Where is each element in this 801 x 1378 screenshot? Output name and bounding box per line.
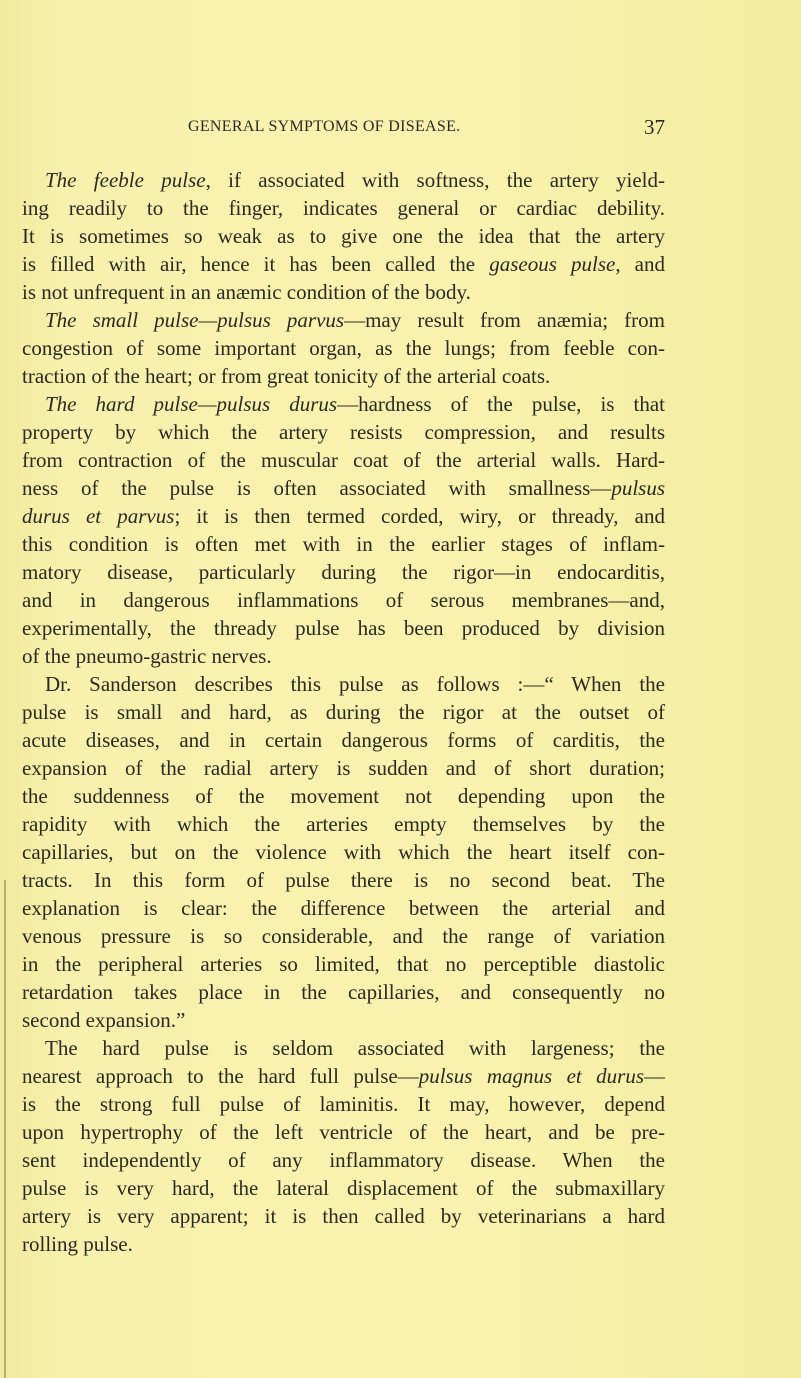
text-line bbox=[22, 166, 665, 194]
text-line bbox=[22, 1230, 665, 1258]
text-line bbox=[22, 866, 665, 894]
italic-text: durus et parvus bbox=[22, 504, 175, 528]
text-segment: is not unfrequent in an anæmic condition of the body. bbox=[22, 280, 471, 304]
text-segment: pulse is very hard, the lateral displacement of the submaxillary bbox=[22, 1176, 665, 1200]
text-segment: artery is very apparent; it is then called by veterinarians a hard bbox=[22, 1204, 665, 1228]
text-line bbox=[22, 1202, 665, 1230]
italic-text: gaseous pulse bbox=[489, 252, 616, 276]
text-line bbox=[22, 362, 665, 390]
italic-text: The small pulse—pulsus parvus bbox=[45, 308, 345, 332]
page-edge-shadow bbox=[4, 880, 6, 1378]
text-line bbox=[22, 222, 665, 250]
italic-text: pulsus magnus et durus bbox=[418, 1064, 644, 1088]
text-segment: explanation is clear: the difference between the arterial and bbox=[22, 896, 665, 920]
text-segment: — bbox=[644, 1064, 665, 1088]
text-line bbox=[22, 922, 665, 950]
text-segment: experimentally, the thready pulse has been produced by division bbox=[22, 616, 665, 640]
text-line bbox=[22, 586, 665, 614]
text-line bbox=[22, 390, 665, 418]
text-line bbox=[22, 1090, 665, 1118]
text-segment: ness of the pulse is often associated with smallness— bbox=[22, 476, 612, 500]
text-segment: the suddenness of the movement not depending upon the bbox=[22, 784, 665, 808]
italic-text: The feeble pulse bbox=[45, 168, 206, 192]
text-line bbox=[22, 306, 665, 334]
text-segment: of the pneumo-gastric nerves. bbox=[22, 644, 272, 668]
text-segment: Dr. Sanderson describes this pulse as follows :—“ When the bbox=[45, 672, 665, 696]
text-segment: —hardness of the pulse, is that bbox=[337, 392, 665, 416]
text-line bbox=[22, 782, 665, 810]
text-line bbox=[22, 670, 665, 698]
text-segment: sent independently of any inflammatory disease. When the bbox=[22, 1148, 665, 1172]
text-segment: tracts. In this form of pulse there is no second beat. The bbox=[22, 868, 665, 892]
text-line bbox=[22, 194, 665, 222]
text-segment: rolling pulse. bbox=[22, 1232, 133, 1256]
text-segment: venous pressure is so considerable, and the range of variation bbox=[22, 924, 665, 948]
text-segment: traction of the heart; or from great tonicity of the arterial coats. bbox=[22, 364, 551, 388]
text-line bbox=[22, 698, 665, 726]
text-line bbox=[22, 894, 665, 922]
text-segment: this condition is often met with in the earlier stages of inflam- bbox=[22, 532, 665, 556]
text-segment: matory disease, particularly during the rigor—in endocarditis, bbox=[22, 560, 665, 584]
text-segment: upon hypertrophy of the left ventricle of the heart, and be pre- bbox=[22, 1120, 665, 1144]
text-line bbox=[22, 250, 665, 278]
text-segment: —may result from anæmia; from bbox=[344, 308, 666, 332]
text-line bbox=[22, 474, 665, 502]
text-segment: is filled with air, hence it has been called the bbox=[22, 252, 490, 276]
text-line bbox=[22, 334, 665, 362]
text-segment: ing readily to the finger, indicates general or cardiac debility. bbox=[22, 196, 665, 220]
italic-text: The hard pulse—pulsus durus bbox=[45, 392, 338, 416]
text-line bbox=[22, 1062, 665, 1090]
text-segment: congestion of some important organ, as the lungs; from feeble con- bbox=[22, 336, 665, 360]
text-line bbox=[22, 1146, 665, 1174]
text-segment: and in dangerous inflammations of serous membranes—and, bbox=[22, 588, 665, 612]
text-segment: The hard pulse is seldom associated with largeness; the bbox=[45, 1036, 665, 1060]
text-segment: , and bbox=[615, 252, 665, 276]
text-segment: property by which the artery resists compression, and results bbox=[22, 420, 665, 444]
text-line bbox=[22, 502, 665, 530]
text-segment: ; it is then termed corded, wiry, or thready, and bbox=[174, 504, 666, 528]
text-line bbox=[22, 754, 665, 782]
text-line bbox=[22, 614, 665, 642]
text-segment: It is sometimes so weak as to give one the idea that the artery bbox=[22, 224, 665, 248]
text-line bbox=[22, 1174, 665, 1202]
text-segment: nearest approach to the hard full pulse— bbox=[22, 1064, 419, 1088]
text-line bbox=[22, 838, 665, 866]
text-segment: expansion of the radial artery is sudden and of short duration; bbox=[22, 756, 665, 780]
text-line bbox=[22, 278, 665, 306]
text-segment: pulse is small and hard, as during the rigor at the outset of bbox=[22, 700, 665, 724]
text-line bbox=[22, 446, 665, 474]
text-segment: acute diseases, and in certain dangerous forms of carditis, the bbox=[22, 728, 665, 752]
page-header bbox=[22, 115, 665, 142]
italic-text: pulsus bbox=[611, 476, 665, 500]
text-segment: , if associated with softness, the artery yield- bbox=[205, 168, 665, 192]
text-line bbox=[22, 1118, 665, 1146]
text-line bbox=[22, 726, 665, 754]
text-segment: in the peripheral arteries so limited, that no perceptible diastolic bbox=[22, 952, 665, 976]
text-segment: retardation takes place in the capillaries, and consequently no bbox=[22, 980, 665, 1004]
text-segment: rapidity with which the arteries empty themselves by the bbox=[22, 812, 665, 836]
text-line bbox=[22, 642, 665, 670]
text-segment: second expansion.” bbox=[22, 1008, 186, 1032]
page-number: 37 bbox=[644, 115, 665, 139]
text-line bbox=[22, 418, 665, 446]
text-segment: from contraction of the muscular coat of the arterial walls. Hard- bbox=[22, 448, 665, 472]
text-line bbox=[22, 530, 665, 558]
text-line bbox=[22, 950, 665, 978]
text-segment: is the strong full pulse of laminitis. It may, however, depend bbox=[22, 1092, 665, 1116]
text-line bbox=[22, 810, 665, 838]
text-line bbox=[22, 978, 665, 1006]
text-segment: capillaries, but on the violence with which the heart itself con- bbox=[22, 840, 665, 864]
text-line bbox=[22, 1034, 665, 1062]
text-line bbox=[22, 1006, 665, 1034]
text-line bbox=[22, 558, 665, 586]
body-text bbox=[22, 166, 665, 1258]
running-title: GENERAL SYMPTOMS OF DISEASE. bbox=[188, 118, 461, 135]
